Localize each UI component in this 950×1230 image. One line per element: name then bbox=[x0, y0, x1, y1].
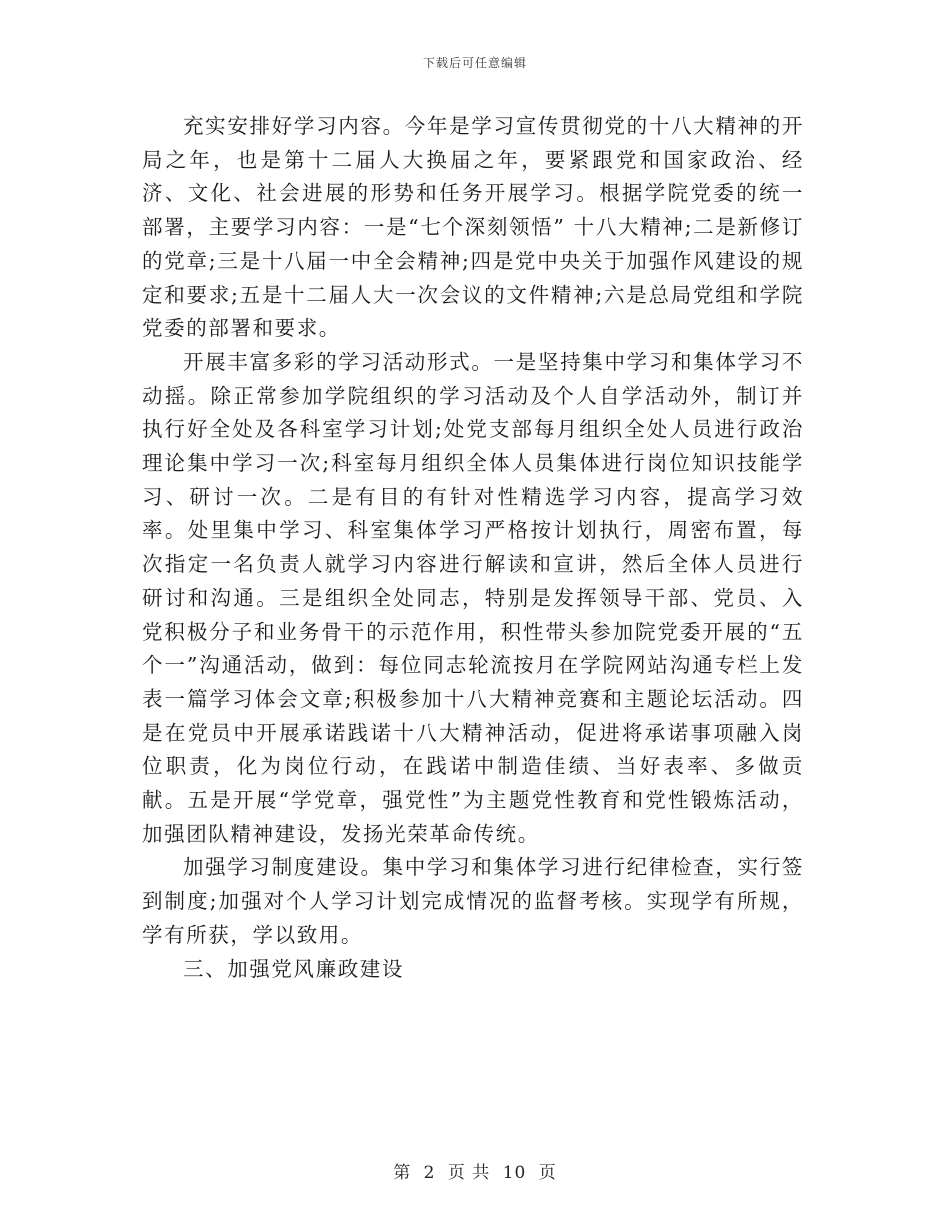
footer-suffix: 页 bbox=[538, 1163, 557, 1183]
footer-page-number: 2 bbox=[423, 1163, 436, 1183]
footer-middle: 页 共 bbox=[447, 1163, 491, 1183]
section-heading-party-conduct: 三、加强党风廉政建设 bbox=[183, 956, 404, 981]
footer-prefix: 第 bbox=[393, 1163, 412, 1183]
page-footer bbox=[0, 1158, 950, 1183]
paragraph-study-content: 充实安排好学习内容。今年是学习宣传贯彻党的十八大精神的开局之年，也是第十二届人大换届之年，要紧跟党和国家政治、经济、文化、社会进展的形势和任务开展学习。根据学院党委的统一部署，主要学习内容：一是“七个深刻领悟” 十八大精神;二是新修订的党章;三是十八届一中全会精神;四是党中央关于加强作风建设的规定和要求;五是十二届人大一次会议的文件精神;六是总局党组和学院党委的部署和要求。 bbox=[142, 114, 804, 341]
paragraph-study-activities: 开展丰富多彩的学习活动形式。一是坚持集中学习和集体学习不动摇。除正常参加学院组织的学习活动及个人自学活动外，制订并执行好全处及各科室学习计划;处党支部每月组织全处人员进行政治理论集中学习一次;科室每月组织全体人员集体进行岗位知识技能学习、研讨一次。二是有目的有针对性精选学习内容，提高学习效率。处里集中学习、科室集体学习严格按计划执行，周密布置，每次指定一名负责人就学习内容进行解读和宣讲，然后全体人员进行研讨和沟通。三是组织全处同志，特别是发挥领导干部、党员、入党积极分子和业务骨干的示范作用，积性带头参加院党委开展的“五个一”沟通活动，做到：每位同志轮流按月在学院网站沟通专栏上发表一篇学习体会文章;积极参加十八大精神竞赛和主题论坛活动。四是在党员中开展承诺践诺十八大精神活动，促进将承诺事项融入岗位职责，化为岗位行动，在践诺中制造佳绩、当好表率、多做贡献。五是开展“学党章，强党性”为主题党性教育和党性锻炼活动，加强团队精神建设，发扬光荣革命传统。 bbox=[142, 349, 804, 846]
document-body bbox=[142, 110, 804, 986]
header-note: 下载后可任意编辑 bbox=[422, 56, 527, 70]
paragraph-study-system: 加强学习制度建设。集中学习和集体学习进行纪律检查，实行签到制度;加强对个人学习计划完成情况的监督考核。实现学有所规，学有所获，学以致用。 bbox=[142, 855, 804, 947]
footer-total-pages: 10 bbox=[502, 1163, 527, 1183]
